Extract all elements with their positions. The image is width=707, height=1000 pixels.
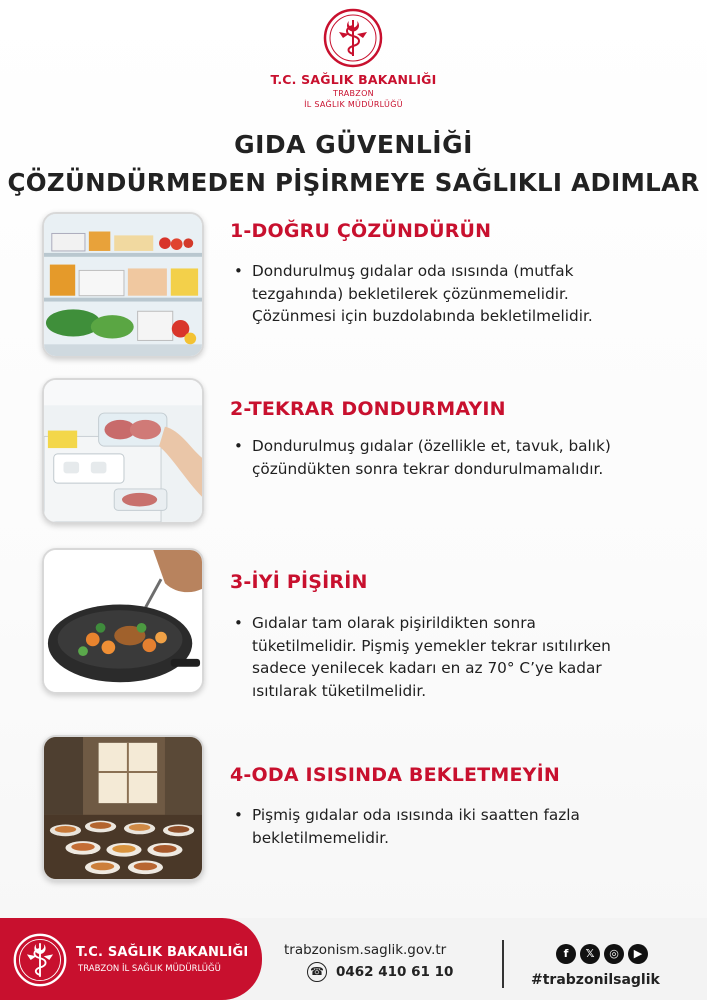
step-4-title: 4-ODA ISISINDA BEKLETMEYİN — [230, 764, 560, 786]
step-1-title: 1-DOĞRU ÇÖZÜNDÜRÜN — [230, 220, 492, 242]
step-3-title: 3-İYİ PİŞİRİN — [230, 571, 368, 593]
step-4-text — [232, 804, 652, 849]
room-table-photo — [42, 735, 204, 881]
step-2-line: çözündükten sonra tekrar dondurulmamalıdır. — [252, 459, 604, 478]
bullet-icon: • — [234, 806, 243, 824]
step-1-line: tezgahında) bekletilerek çözünmemelidir. — [252, 284, 569, 303]
step-3-text — [232, 612, 652, 702]
ministry-directorate: İL SAĞLIK MÜDÜRLÜĞÜ — [304, 100, 403, 109]
bullet-icon: • — [234, 437, 243, 455]
step-4-line: Pişmiş gıdalar oda ısısında iki saatten fazla — [252, 806, 580, 824]
page-title: GIDA GÜVENLİĞİ — [234, 130, 473, 159]
step-1-line: Dondurulmuş gıdalar oda ısısında (mutfak — [252, 262, 574, 280]
ministry-logo — [323, 8, 383, 68]
bullet-icon: • — [234, 614, 243, 632]
phone-icon: ☎ — [307, 962, 327, 982]
x-icon[interactable]: 𝕏 — [580, 944, 600, 964]
footer-divider — [502, 940, 504, 988]
footer-ministry-sub: TRABZON İL SAĞLIK MÜDÜRLÜĞÜ — [78, 964, 221, 974]
step-2-text — [232, 435, 652, 480]
ministry-city: TRABZON — [333, 89, 374, 98]
step-3-line: ısıtılarak tüketilmelidir. — [252, 681, 427, 700]
step-2-line: Dondurulmuş gıdalar (özellikle et, tavuk, balık) — [252, 437, 611, 455]
step-2-title: 2-TEKRAR DONDURMAYIN — [230, 398, 506, 420]
footer-ministry-name: T.C. SAĞLIK BAKANLIĞI — [76, 945, 249, 960]
footer-phone[interactable]: 0462 410 61 10 — [336, 964, 454, 980]
footer-hashtag[interactable]: #trabzonilsaglik — [531, 972, 660, 988]
bullet-icon: • — [234, 262, 243, 280]
youtube-icon[interactable]: ▶ — [628, 944, 648, 964]
facebook-icon[interactable]: f — [556, 944, 576, 964]
instagram-icon[interactable]: ◎ — [604, 944, 624, 964]
step-3-line: sadece yenilecek kadarı en az 70° C’ye kadar — [252, 659, 602, 677]
freezer-photo — [42, 378, 204, 524]
step-1-line: Çözünmesi için buzdolabında bekletilmelidir. — [252, 307, 593, 325]
step-1-text — [232, 260, 652, 328]
step-3-line: tüketilmelidir. Pişmiş yemekler tekrar ısıtılırken — [252, 636, 611, 655]
footer-ministry-logo — [12, 932, 68, 988]
step-4-line: bekletilmemelidir. — [252, 828, 389, 847]
cooking-pan-photo — [42, 548, 204, 694]
page-subtitle: ÇÖZÜNDÜRMEDEN PİŞİRMEYE SAĞLIKLI ADIMLAR — [7, 168, 700, 197]
footer-website-link[interactable]: trabzonism.saglik.gov.tr — [284, 942, 447, 958]
fridge-photo — [42, 212, 204, 358]
social-icons — [556, 944, 648, 966]
ministry-name: T.C. SAĞLIK BAKANLIĞI — [270, 72, 437, 87]
step-3-line: Gıdalar tam olarak pişirildikten sonra — [252, 614, 536, 632]
